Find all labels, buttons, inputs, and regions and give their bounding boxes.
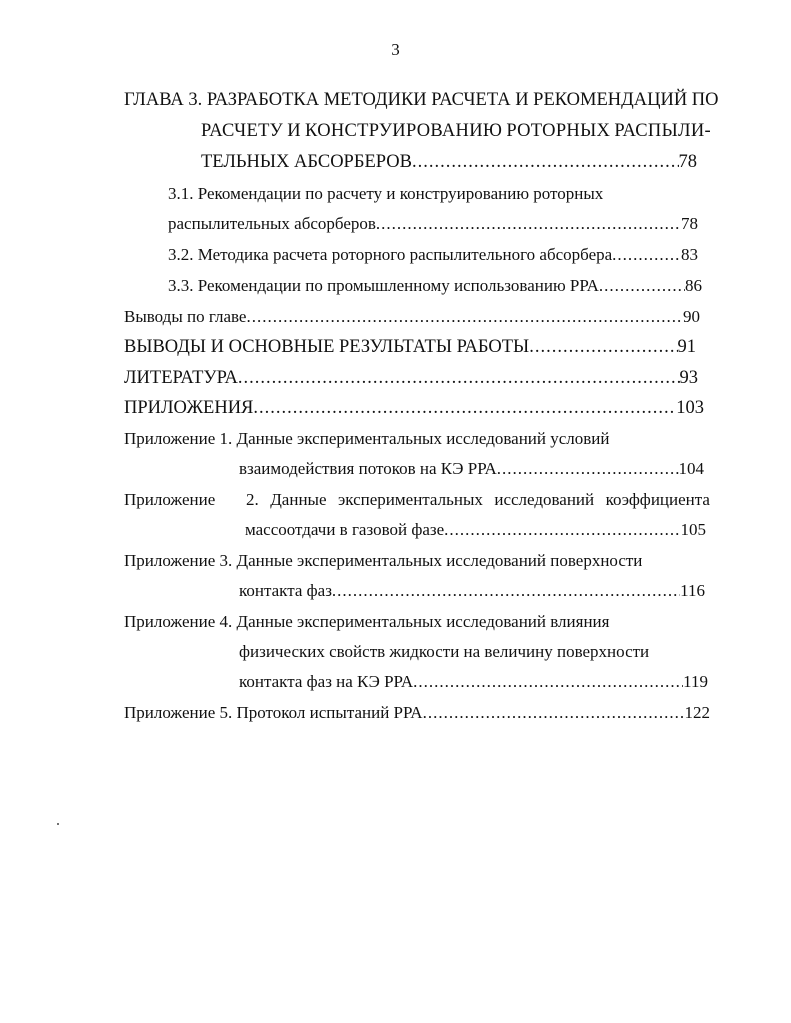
page-ref: 78 xyxy=(681,214,698,233)
appendix-1-line-2: взаимодействия потоков на КЭ РРА ..... 104 xyxy=(239,457,704,481)
leader-dots xyxy=(612,243,681,267)
appendix-1-line-1: Приложение 1. Данные экспериментальных исследований условий xyxy=(124,429,610,448)
section-3-3: 3.3. Рекомендации по промышленному использованию РРА ..... 86 xyxy=(168,274,702,298)
chapter-title-line-3: ТЕЛЬНЫХ АБСОРБЕРОВ ..... 78 xyxy=(201,150,697,174)
page-ref: 78 xyxy=(678,152,697,172)
leader-dots xyxy=(238,366,680,390)
page-ref: 86 xyxy=(685,276,702,295)
section-3-1-line-2: распылительных абсорберов ..... 78 xyxy=(168,212,698,236)
section-3-1-line-1: 3.1. Рекомендации по расчету и конструированию роторных xyxy=(168,184,604,203)
toc-conclusions-chapter: Выводы по главе ..... 90 xyxy=(124,305,700,329)
leader-dots xyxy=(599,274,685,298)
section-3-2: 3.2. Методика расчета роторного распылительного абсорбера ..... 83 xyxy=(168,243,698,267)
page-ref: 105 xyxy=(680,520,706,539)
page-ref: 93 xyxy=(679,368,698,388)
page-ref: 90 xyxy=(683,307,700,326)
leader-dots xyxy=(423,701,685,725)
leader-dots xyxy=(529,335,677,359)
toc-appendices: ПРИЛОЖЕНИЯ ..... 103 xyxy=(124,396,704,420)
toc-main-results: ВЫВОДЫ И ОСНОВНЫЕ РЕЗУЛЬТАТЫ РАБОТЫ ..... 91 xyxy=(124,335,696,359)
page-ref: 83 xyxy=(681,245,698,264)
appendix-2-line-2: массоотдачи в газовой фазе ..... 105 xyxy=(245,518,706,542)
page-ref: 116 xyxy=(680,581,705,600)
leader-dots xyxy=(412,150,679,174)
appendix-3-line-1: Приложение 3. Данные экспериментальных исследований поверхности xyxy=(124,551,643,570)
page-ref: 104 xyxy=(678,459,704,478)
scan-speck xyxy=(57,823,59,825)
chapter-title-line-1: ГЛАВА 3. РАЗРАБОТКА МЕТОДИКИ РАСЧЕТА И РЕКОМЕНДАЦИЙ ПО xyxy=(124,90,719,110)
page-ref: 119 xyxy=(683,672,708,691)
page-ref: 91 xyxy=(677,337,696,357)
leader-dots xyxy=(413,670,683,694)
page-ref: 122 xyxy=(684,703,710,722)
leader-dots xyxy=(332,579,680,603)
appendix-4-line-3: контакта фаз на КЭ РРА ..... 119 xyxy=(239,670,708,694)
appendix-3-line-2: контакта фаз ..... 116 xyxy=(239,579,705,603)
appendix-4-line-1: Приложение 4. Данные экспериментальных исследований влияния xyxy=(124,612,610,631)
toc-literature: ЛИТЕРАТУРА ..... 93 xyxy=(124,366,698,390)
chapter-title-line-2: РАСЧЕТУ И КОНСТРУИРОВАНИЮ РОТОРНЫХ РАСПЫЛИ- xyxy=(201,121,711,141)
appendix-4-line-2: физических свойств жидкости на величину поверхности xyxy=(239,642,650,661)
leader-dots xyxy=(253,396,676,420)
leader-dots xyxy=(376,212,681,236)
page-ref: 103 xyxy=(676,398,704,418)
leader-dots xyxy=(497,457,679,481)
leader-dots xyxy=(444,518,680,542)
page-number: 3 xyxy=(391,40,400,59)
appendix-2-line-1: Приложение 2. Данные экспериментальных исследований коэффициента xyxy=(124,490,710,509)
leader-dots xyxy=(246,305,683,329)
appendix-5: Приложение 5. Протокол испытаний РРА ..... 122 xyxy=(124,701,710,725)
